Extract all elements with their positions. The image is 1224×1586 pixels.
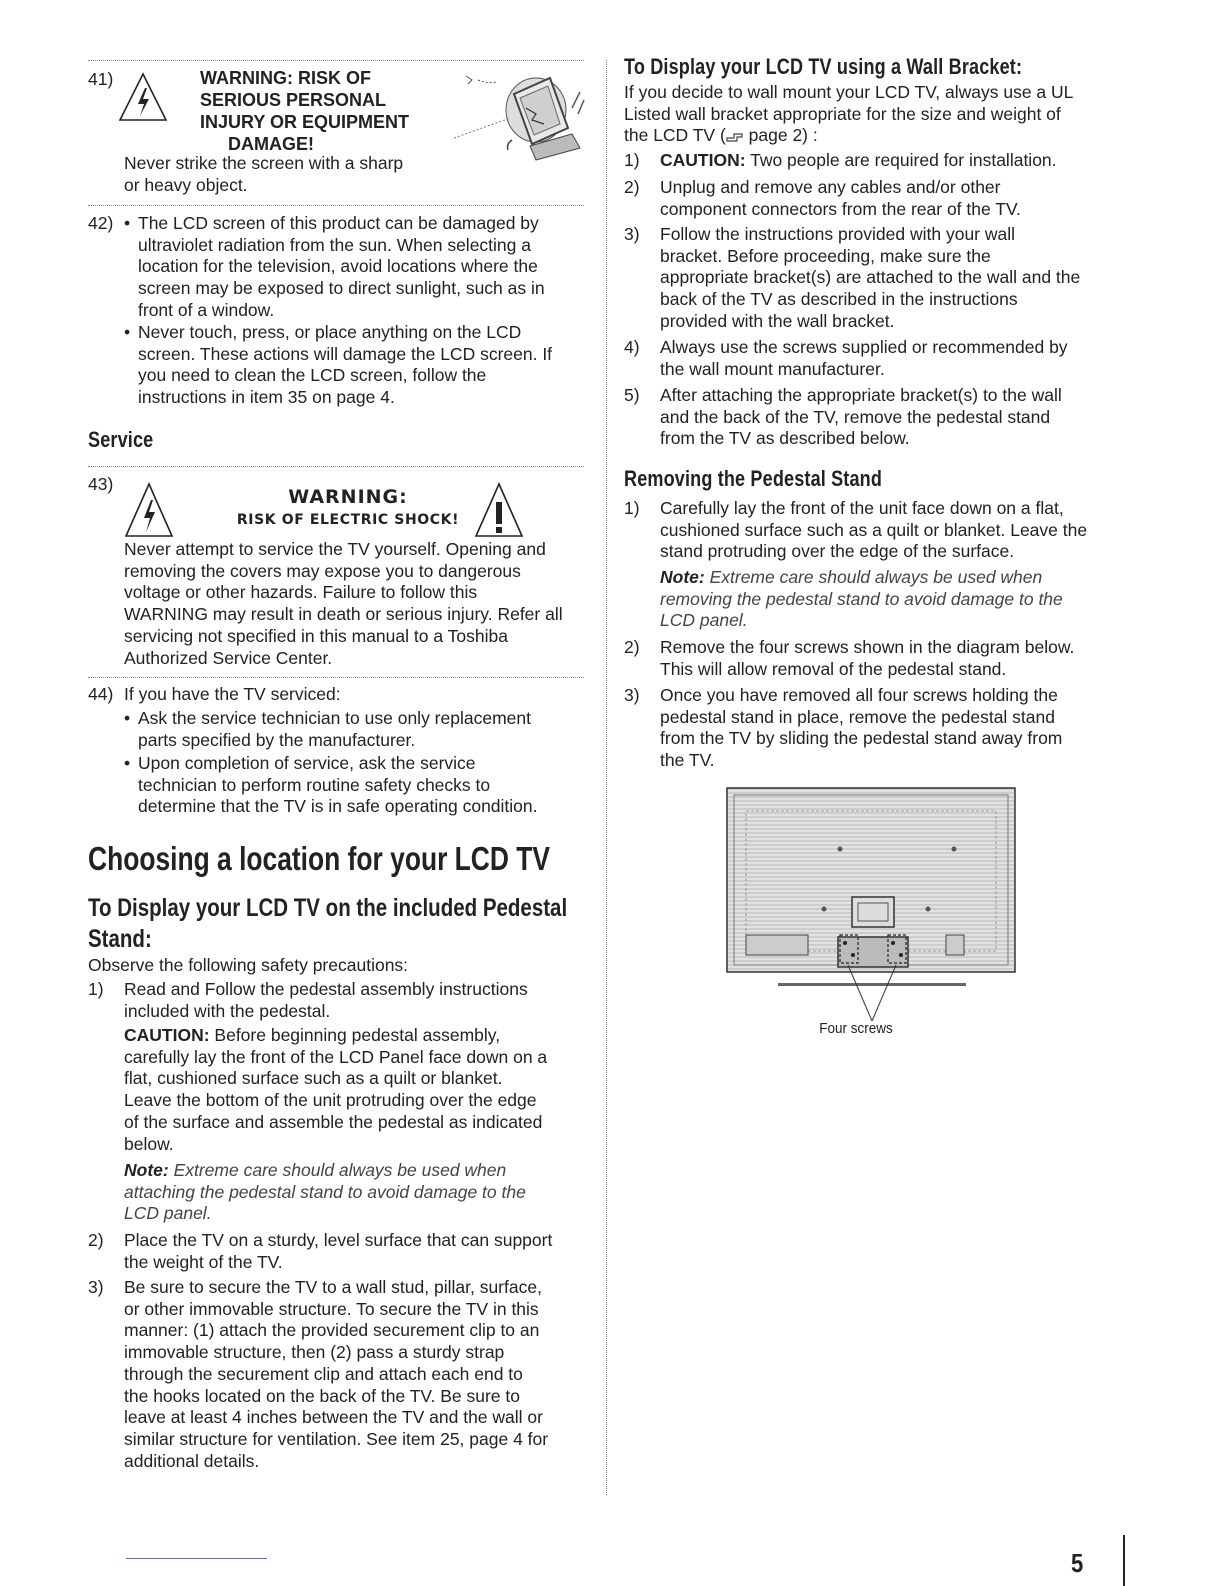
text-line: removing the pedestal stand to avoid damage to the <box>660 588 1063 609</box>
text-line: Never attempt to service the TV yourself. Opening and <box>124 539 546 559</box>
wall-step-2 <box>660 177 1124 220</box>
text-line: similar structure for ventilation. See item 25, page 4 for <box>124 1428 549 1449</box>
wall-intro <box>624 82 1124 147</box>
step-3-text <box>124 1277 588 1472</box>
text-line: or heavy object. <box>124 174 248 195</box>
text-line: Never touch, press, or place anything on the LCD <box>138 322 522 342</box>
text-line: Be sure to secure the TV to a wall stud, pillar, surface, <box>124 1277 542 1297</box>
item-44-bullet-2 <box>138 753 588 818</box>
item-41-warning <box>200 67 440 155</box>
wall-step-number: 1) <box>624 150 640 170</box>
text-line: additional details. <box>124 1450 260 1471</box>
bullet: • <box>124 753 131 773</box>
bullet: • <box>124 213 131 233</box>
text-line: and the back of the TV, remove the pedestal stand <box>660 406 1051 427</box>
item-42-number: 42) <box>88 213 114 233</box>
text-line: Extreme care should always be used when <box>704 567 1043 587</box>
remove-note <box>660 567 1124 632</box>
text-line: If you decide to wall mount your LCD TV, always use a UL <box>624 82 1074 102</box>
text-line: flat, cushioned surface such as a quilt or blanket. <box>124 1068 503 1089</box>
text-line: provided with the wall bracket. <box>660 310 895 331</box>
text-line: carefully lay the front of the LCD Panel face down on a <box>124 1046 548 1067</box>
step-1-note <box>124 1160 588 1225</box>
text-line: attaching the pedestal stand to avoid damage to the <box>124 1181 526 1202</box>
text-line: back of the TV as described in the instructions <box>660 289 1018 310</box>
text-line: from the TV by sliding the pedestal stand away from <box>660 728 1063 749</box>
remove-step-number: 1) <box>624 498 640 518</box>
item-42-bullet-1 <box>138 213 588 322</box>
remove-step-2 <box>660 637 1124 680</box>
rule <box>88 205 584 206</box>
heading-line: Stand: <box>88 925 152 953</box>
observe-text: Observe the following safety precautions: <box>88 955 409 975</box>
removing-pedestal-heading: Removing the Pedestal Stand <box>624 466 883 491</box>
text-line: WARNING may result in death or serious injury. Refer all <box>124 604 563 625</box>
wall-step-3 <box>660 224 1124 333</box>
text-line: Listed wall bracket appropriate for the size and weight of <box>624 103 1061 124</box>
item-43-body <box>124 539 588 669</box>
column-divider <box>606 60 607 1495</box>
rule <box>88 677 584 678</box>
text-line: Read and Follow the pedestal assembly instructions <box>124 979 528 999</box>
service-heading: Service <box>88 427 154 452</box>
text-line: the LCD TV ( <box>624 125 726 146</box>
note-label: Note: <box>124 1160 169 1180</box>
text-line: manner: (1) attach the provided securement clip to an <box>124 1320 540 1341</box>
text-line: parts specified by the manufacturer. <box>138 729 416 750</box>
item-43-number: 43) <box>88 474 114 494</box>
text-line: of the surface and assemble the pedestal as indicated <box>124 1111 543 1132</box>
text-line: you need to clean the LCD screen, follow the <box>138 365 487 386</box>
warning-line: WARNING: RISK OF <box>200 68 371 88</box>
item-43-warning-sub: RISK OF ELECTRIC SHOCK! <box>236 512 460 528</box>
wall-step-number: 2) <box>624 177 640 197</box>
item-44-intro: If you have the TV serviced: <box>124 684 341 704</box>
text-line: Leave the bottom of the unit protruding over the edge <box>124 1090 537 1111</box>
text-line: LCD panel. <box>124 1203 212 1224</box>
text-line: stand protruding over the edge of the surface. <box>660 541 1015 562</box>
diagram-caption: Four screws <box>819 1020 893 1037</box>
text-line: the weight of the TV. <box>124 1251 283 1272</box>
text-line: immovable structure, then (2) pass a sturdy strap <box>124 1342 505 1363</box>
text-line: instructions in item 35 on page 4. <box>138 387 395 408</box>
text-line: the TV. <box>660 750 715 771</box>
remove-step-number: 2) <box>624 637 640 657</box>
text-line: or other immovable structure. To secure the TV in this <box>124 1298 539 1319</box>
text-line: This will allow removal of the pedestal stand. <box>660 658 1007 679</box>
footer-line <box>126 1558 267 1559</box>
caution-label: CAUTION: <box>124 1025 210 1045</box>
warning-exclamation-icon <box>474 482 524 540</box>
bullet: • <box>124 322 131 342</box>
wall-bracket-heading: To Display your LCD TV using a Wall Bracket: <box>624 54 1023 79</box>
warning-line: INJURY OR EQUIPMENT <box>200 112 410 132</box>
text-line: appropriate bracket(s) are attached to the wall and the <box>660 267 1081 288</box>
text-line: screen. These actions will damage the LCD screen. If <box>138 343 553 364</box>
step-1-number: 1) <box>88 979 104 999</box>
page-number-rule <box>1123 1535 1125 1586</box>
warning-lightning-icon <box>124 482 174 540</box>
tv-back-screws-diagram <box>726 787 1018 1022</box>
text-line: component connectors from the rear of the TV. <box>660 198 1021 219</box>
hammer-strike-screen-illustration <box>440 68 585 164</box>
text-line: voltage or other hazards. Failure to follow this <box>124 582 478 603</box>
text-line: Upon completion of service, ask the service <box>138 753 476 773</box>
text-line: through the securement clip and attach each end to <box>124 1363 523 1384</box>
text-line: Two people are required for installation. <box>745 150 1057 170</box>
item-41-number: 41) <box>88 69 114 89</box>
text-line: Once you have removed all four screws holding the <box>660 685 1058 705</box>
text-line: below. <box>124 1133 174 1154</box>
text-line: Ask the service technician to use only replacement <box>138 708 531 728</box>
heading-line: To Display your LCD TV on the included Pedestal <box>88 894 568 922</box>
text-line: Unplug and remove any cables and/or other <box>660 177 1001 197</box>
text-line: page 2) : <box>743 125 818 146</box>
item-43-warning-title: WARNING: <box>288 486 408 508</box>
text-line: the hooks located on the back of the TV. Be sure to <box>124 1385 520 1406</box>
text-line: After attaching the appropriate bracket(s) to the wall <box>660 385 1062 405</box>
item-44-number: 44) <box>88 684 114 704</box>
bullet: • <box>124 708 131 728</box>
text-line: location for the television, avoid locations where the <box>138 256 538 277</box>
text-line: Always use the screws supplied or recommended by <box>660 337 1068 357</box>
text-line: cushioned surface such as a quilt or blanket. Leave the <box>660 519 1088 540</box>
step-2-number: 2) <box>88 1230 104 1250</box>
text-line: determine that the TV is in safe operating condition. <box>138 796 538 817</box>
page-number: 5 <box>1071 1548 1084 1578</box>
text-line: Place the TV on a sturdy, level surface that can support <box>124 1230 553 1250</box>
pointing-hand-icon <box>726 130 744 142</box>
text-line: Extreme care should always be used when <box>168 1160 507 1180</box>
text-line: Never strike the screen with a sharp <box>124 153 404 173</box>
text-line: Follow the instructions provided with your wall <box>660 224 1016 244</box>
warning-lightning-icon <box>118 72 168 124</box>
text-line: front of a window. <box>138 299 275 320</box>
warning-line: SERIOUS PERSONAL <box>200 90 387 110</box>
wall-step-4 <box>660 337 1124 380</box>
wall-step-1 <box>660 150 1124 172</box>
pedestal-stand-heading <box>88 893 580 955</box>
text-line: pedestal stand in place, remove the pedestal stand <box>660 706 1055 727</box>
step-1-caution <box>124 1025 588 1155</box>
caution-label: CAUTION: <box>660 150 746 170</box>
warning-line: DAMAGE! <box>228 134 314 154</box>
text-line: servicing not specified in this manual to a Toshiba <box>124 625 508 646</box>
rule <box>88 60 584 61</box>
step-3-number: 3) <box>88 1277 104 1297</box>
text-line: ultraviolet radiation from the sun. When selecting a <box>138 234 531 255</box>
rule <box>88 466 584 467</box>
item-41-body <box>124 153 444 196</box>
text-line: screen may be exposed to direct sunlight, such as in <box>138 278 545 299</box>
text-line: LCD panel. <box>660 610 748 631</box>
wall-step-number: 4) <box>624 337 640 357</box>
text-line: Carefully lay the front of the unit face down on a flat, <box>660 498 1064 518</box>
choosing-location-heading: Choosing a location for your LCD TV <box>88 840 550 877</box>
item-44-bullet-1 <box>138 708 588 751</box>
text-line: Authorized Service Center. <box>124 647 333 668</box>
remove-step-1 <box>660 498 1124 563</box>
text-line: leave at least 4 inches between the TV and the wall or <box>124 1407 543 1428</box>
step-1-text <box>124 979 588 1022</box>
text-line: technician to perform routine safety checks to <box>138 774 491 795</box>
text-line: from the TV as described below. <box>660 428 910 449</box>
text-line: Remove the four screws shown in the diagram below. <box>660 637 1075 657</box>
item-42-bullet-2 <box>138 322 588 409</box>
wall-step-5 <box>660 385 1124 450</box>
text-line: bracket. Before proceeding, make sure the <box>660 245 991 266</box>
remove-step-3 <box>660 685 1124 772</box>
text-line: The LCD screen of this product can be damaged by <box>138 213 539 233</box>
wall-step-number: 5) <box>624 385 640 405</box>
text-line: included with the pedestal. <box>124 1000 331 1021</box>
text-line: the wall mount manufacturer. <box>660 358 885 379</box>
remove-step-number: 3) <box>624 685 640 705</box>
text-line: removing the covers may expose you to dangerous <box>124 560 521 581</box>
text-line: Before beginning pedestal assembly, <box>209 1025 501 1045</box>
step-2-text <box>124 1230 588 1273</box>
note-label: Note: <box>660 567 705 587</box>
wall-step-number: 3) <box>624 224 640 244</box>
